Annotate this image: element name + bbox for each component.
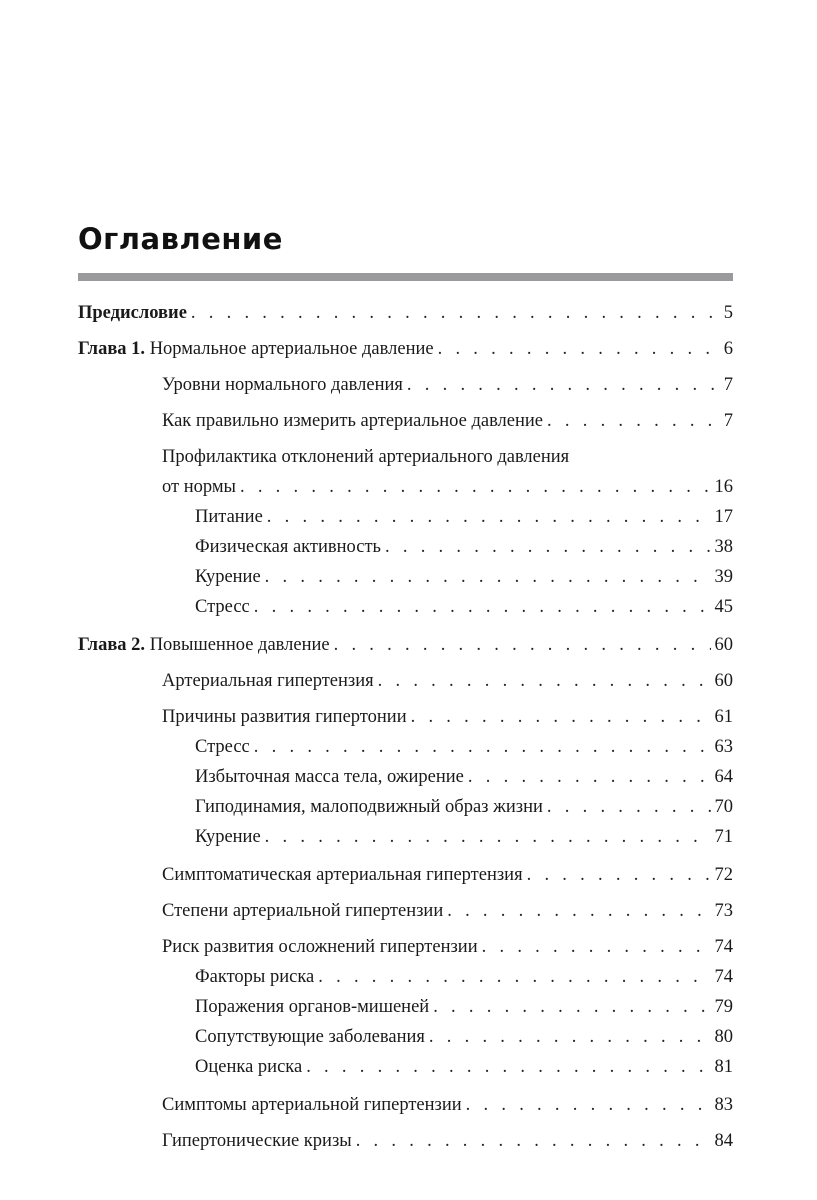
toc-entry-title: Симптомы артериальной гипертензии [162,1095,462,1115]
toc-entry[interactable] [78,1052,733,1082]
toc-entry-line [195,762,733,792]
toc-entry-label [162,370,403,400]
toc-entry-label [162,896,443,926]
toc-entry-title: Повышенное давление [149,635,330,655]
toc-entry-line [195,822,733,852]
page-number: 63 [714,737,733,757]
dot-leader [527,860,711,890]
page-number: 5 [723,303,733,323]
dot-leader [547,406,720,436]
toc-entry-label [195,1022,425,1052]
toc-entry[interactable] [78,896,733,926]
toc-entry[interactable] [78,502,733,532]
page-number: 16 [714,477,733,497]
toc-entry-line [78,298,733,328]
toc-entry[interactable] [78,932,733,962]
page-number: 6 [723,339,733,359]
dot-leader [265,822,711,852]
dot-leader [318,962,710,992]
dot-leader [240,472,711,502]
page-number: 45 [714,597,733,617]
toc-entry[interactable] [78,370,733,400]
dot-leader [378,666,711,696]
toc-entry-label [195,732,250,762]
page-number: 39 [714,567,733,587]
toc-entry-label [195,962,314,992]
toc-entry-line [195,732,733,762]
dot-leader [254,732,711,762]
toc-entry-label [195,532,381,562]
page-number: 61 [714,707,733,727]
toc-entry-title: Степени артериальной гипертензии [162,901,444,921]
toc-entry-title: Причины развития гипертонии [162,707,407,727]
toc-entry-label [162,860,523,890]
toc-entry-title: Сопутствующие заболевания [195,1027,425,1047]
toc-entry-label [195,502,263,532]
toc-entry-line [162,860,733,890]
page-number: 71 [714,827,733,847]
toc-entry[interactable] [78,334,733,364]
toc-entry-label [162,1090,462,1120]
toc-entry-label [195,992,429,1022]
page-number: 64 [714,767,733,787]
toc-entry-label [162,666,374,696]
toc-entry-line [195,792,733,822]
toc-entry-title: Гипертонические кризы [162,1131,352,1151]
toc-entry[interactable] [78,532,733,562]
toc-entry[interactable] [78,666,733,696]
toc-entry-title: Оценка риска [195,1057,303,1077]
page-title: Оглавление [78,222,283,256]
toc-entry-title: Факторы риска [195,967,315,987]
toc-entry-line [195,1022,733,1052]
toc-entry-label [78,334,434,364]
toc-entry[interactable] [78,406,733,436]
toc-entry-line [162,472,733,502]
dot-leader [438,334,720,364]
toc-entry-label [78,630,330,660]
toc-entry[interactable] [78,442,733,502]
toc-entry[interactable] [78,860,733,890]
toc-entry-line [162,1090,733,1120]
toc-entry-title: Нормальное артериальное давление [149,339,434,359]
dot-leader [447,896,710,926]
page-number: 84 [714,1131,733,1151]
dot-leader [411,702,711,732]
toc-entry-line [195,502,733,532]
toc-entry[interactable] [78,298,733,328]
dot-leader [407,370,720,400]
page-number: 60 [714,635,733,655]
page-number: 79 [714,997,733,1017]
toc-entry-line [162,896,733,926]
toc-entry-title: Симптоматическая артериальная гипертензия [162,865,523,885]
toc-entry[interactable] [78,792,733,822]
toc-entry-title: Избыточная масса тела, ожирение [195,767,464,787]
page-number: 7 [723,411,733,431]
dot-leader [191,298,720,328]
page-number: 74 [714,937,733,957]
toc-entry-line [162,1126,733,1156]
toc-entry-title: Стресс [195,597,250,617]
toc-entry-title: Риск развития осложнений гипертензии [162,937,478,957]
toc-entry-label [195,822,261,852]
page-number: 81 [714,1057,733,1077]
toc-entry-line [195,592,733,622]
dot-leader [265,562,711,592]
toc-entry[interactable] [78,1022,733,1052]
toc-entry-line [162,932,733,962]
toc-entry-title: Стресс [195,737,250,757]
toc-entry[interactable] [78,822,733,852]
dot-leader [466,1090,711,1120]
toc-entry-title: Поражения органов-мишеней [195,997,430,1017]
dot-leader [547,792,711,822]
toc-entry-line [195,992,733,1022]
toc-entry-title: Как правильно измерить артериальное давление [162,411,544,431]
dot-leader [254,592,711,622]
toc-entry-label [195,562,261,592]
toc-entry-title: Артериальная гипертензия [162,671,374,691]
toc-entry[interactable] [78,762,733,792]
chapter-label: Глава 1. [78,339,146,359]
page-number: 7 [723,375,733,395]
toc-entry-line [195,1052,733,1082]
toc-entry-line [78,630,733,660]
toc-entry-title: Физическая активность [195,537,381,557]
toc-entry[interactable] [78,992,733,1022]
dot-leader [356,1126,711,1156]
dot-leader [429,1022,711,1052]
toc-entry-label [162,1126,352,1156]
page-number: 38 [714,537,733,557]
toc-entry[interactable] [78,1126,733,1156]
toc-entry-label [162,406,543,436]
toc-entry[interactable] [78,630,733,660]
page-number: 17 [714,507,733,527]
toc-entry-title: Питание [195,507,263,527]
dot-leader [433,992,710,1022]
toc-entry[interactable] [78,732,733,762]
toc-entry-line [162,370,733,400]
toc-entry-title: Курение [195,827,261,847]
page-number: 83 [714,1095,733,1115]
toc-entry-label [195,792,543,822]
toc-entry-label [195,592,250,622]
toc-entry[interactable] [78,962,733,992]
toc-entry-title-cont: от нормы [162,477,236,497]
toc-entry-title: Гиподинамия, малоподвижный образ жизни [195,797,543,817]
dot-leader [334,630,711,660]
chapter-label: Предисловие [78,303,187,323]
toc-entry-line [195,962,733,992]
toc-entry-line [78,334,733,364]
toc-entry-title: Уровни нормального давления [162,375,403,395]
toc-entry-line [195,532,733,562]
dot-leader [482,932,711,962]
toc-entry-label [162,472,236,502]
title-divider [78,273,733,281]
toc-entry-label [78,298,187,328]
toc-entry-label [195,762,464,792]
toc-entry[interactable] [78,702,733,732]
page-number: 80 [714,1027,733,1047]
toc-entry-label [195,1052,302,1082]
dot-leader [306,1052,710,1082]
page-number: 73 [714,901,733,921]
page-number: 60 [714,671,733,691]
table-of-contents [78,292,733,1156]
dot-leader [385,532,711,562]
dot-leader [468,762,711,792]
toc-entry-label [162,702,407,732]
toc-entry-label [162,932,478,962]
toc-entry[interactable] [78,592,733,622]
dot-leader [267,502,711,532]
toc-entry-title: Курение [195,567,261,587]
page-number: 74 [714,967,733,987]
toc-entry[interactable] [78,562,733,592]
toc-entry-line [162,702,733,732]
toc-entry[interactable] [78,1090,733,1120]
toc-entry-line [162,666,733,696]
toc-entry-line [195,562,733,592]
page-number: 70 [714,797,733,817]
toc-entry-line [162,406,733,436]
page-number: 72 [714,865,733,885]
chapter-label: Глава 2. [78,635,146,655]
toc-entry-title: Профилактика отклонений артериального давления [162,447,570,467]
